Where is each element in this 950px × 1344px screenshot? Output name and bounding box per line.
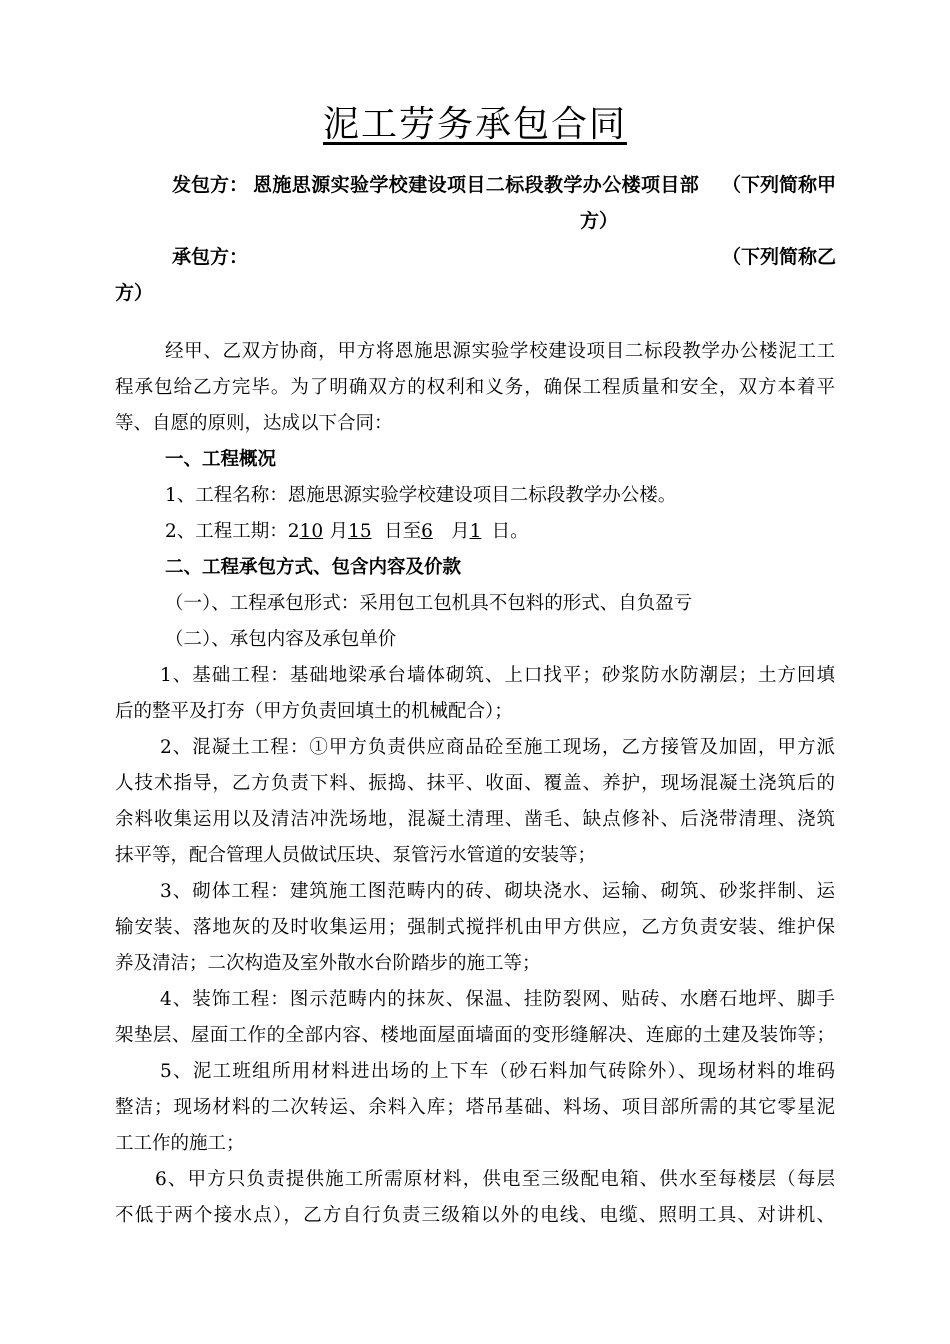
subcontractor-abbr-cont: 方） — [115, 282, 154, 304]
contractor-label: 发包方： — [172, 174, 249, 196]
clause-line: 1、基础工程：基础地梁承台墙体砌筑、上口找平；砂浆防水防潮层；土方回填 — [160, 665, 835, 686]
clause-line: 后的整平及打夯（甲方负责回填土的机械配合）； — [115, 701, 513, 722]
project-name-item: 1、工程名称：恩施思源实验学校建设项目二标段教学办公楼。 — [165, 485, 677, 506]
clause-line: 不低于两个接水点），乙方自行负责三级箱以外的电线、电缆、照明工具、对讲机、 — [115, 1205, 835, 1226]
subcontractor-abbr: （下列简称乙 — [722, 246, 837, 268]
subcontractor-label: 承包方： — [172, 246, 249, 268]
end-day: 1 — [469, 521, 482, 542]
clause-line: 输安装、落地灰的及时收集运用；强制式搅拌机由甲方供应，乙方负责安装、维护保 — [115, 917, 835, 938]
contractor-abbr-cont: 方） — [580, 210, 619, 232]
clause-line: 4、装饰工程：图示范畴内的抹灰、保温、挂防裂网、贴砖、水磨石地坪、脚手 — [160, 989, 835, 1010]
clause-line: 6、甲方只负责提供施工所需原材料，供电至三级配电箱、供水至每楼层（每层 — [155, 1169, 835, 1190]
intro-line: 等、自愿的原则，达成以下合同： — [115, 413, 393, 434]
contractor-name: 恩施思源实验学校建设项目二标段教学办公楼项目部 — [253, 174, 700, 196]
start-day: 15 — [348, 521, 372, 542]
clause-line: 工工作的施工； — [115, 1133, 245, 1154]
clause-line: 抹平等，配合管理人员做试压块、泵管污水管道的安装等； — [115, 845, 597, 866]
intro-line: 经甲、乙双方协商，甲方将恩施思源实验学校建设项目二标段教学办公楼泥工工 — [165, 341, 835, 362]
clause-line: 架垫层、屋面工作的全部内容、楼地面屋面墙面的变形缝解决、连廊的土建及装饰等； — [115, 1025, 835, 1046]
contractor-abbr: （下列简称甲 — [722, 174, 837, 196]
intro-line: 程承包给乙方完毕。为了明确双方的权利和义务，确保工程质量和安全，双方本着平 — [115, 377, 835, 398]
page-title: 泥工劳务承包合同 — [322, 104, 627, 145]
start-month: 10 — [299, 521, 324, 542]
sub-heading: （一）、工程承包形式：采用包工包机具不包料的形式、自负盈亏 — [165, 593, 693, 614]
clause-line: 3、砌体工程：建筑施工图范畴内的砖、砌块浇水、运输、砌筑、砂浆拌制、运 — [160, 881, 835, 902]
clause-line: 人技术指导，乙方负责下料、振捣、抹平、收面、覆盖、养护，现场混凝土浇筑后的 — [115, 773, 835, 794]
clause-line: 余料收集运用以及清洁冲洗场地，混凝土清理、凿毛、缺点修补、后浇带清理、浇筑 — [115, 809, 835, 830]
project-period-item: 2、工程工期：210 月15 日至6 月1 日。 — [165, 521, 529, 542]
clause-line: 养及清洁；二次构造及室外散水台阶踏步的施工等； — [115, 953, 541, 974]
sub-heading: （二）、承包内容及承包单价 — [165, 629, 397, 650]
clause-line: 2、混凝土工程：①甲方负责供应商品砼至施工现场，乙方接管及加固，甲方派 — [160, 737, 835, 758]
section-heading: 二、工程承包方式、包含内容及价款 — [165, 557, 462, 578]
clause-line: 整洁；现场材料的二次转运、余料入库；塔吊基础、料场、项目部所需的其它零星泥 — [115, 1097, 835, 1118]
clause-line: 5、泥工班组所用材料进出场的上下车（砂石料加气砖除外）、现场材料的堆码 — [160, 1061, 835, 1082]
end-month: 6 — [421, 521, 433, 542]
section-heading: 一、工程概况 — [165, 449, 277, 470]
